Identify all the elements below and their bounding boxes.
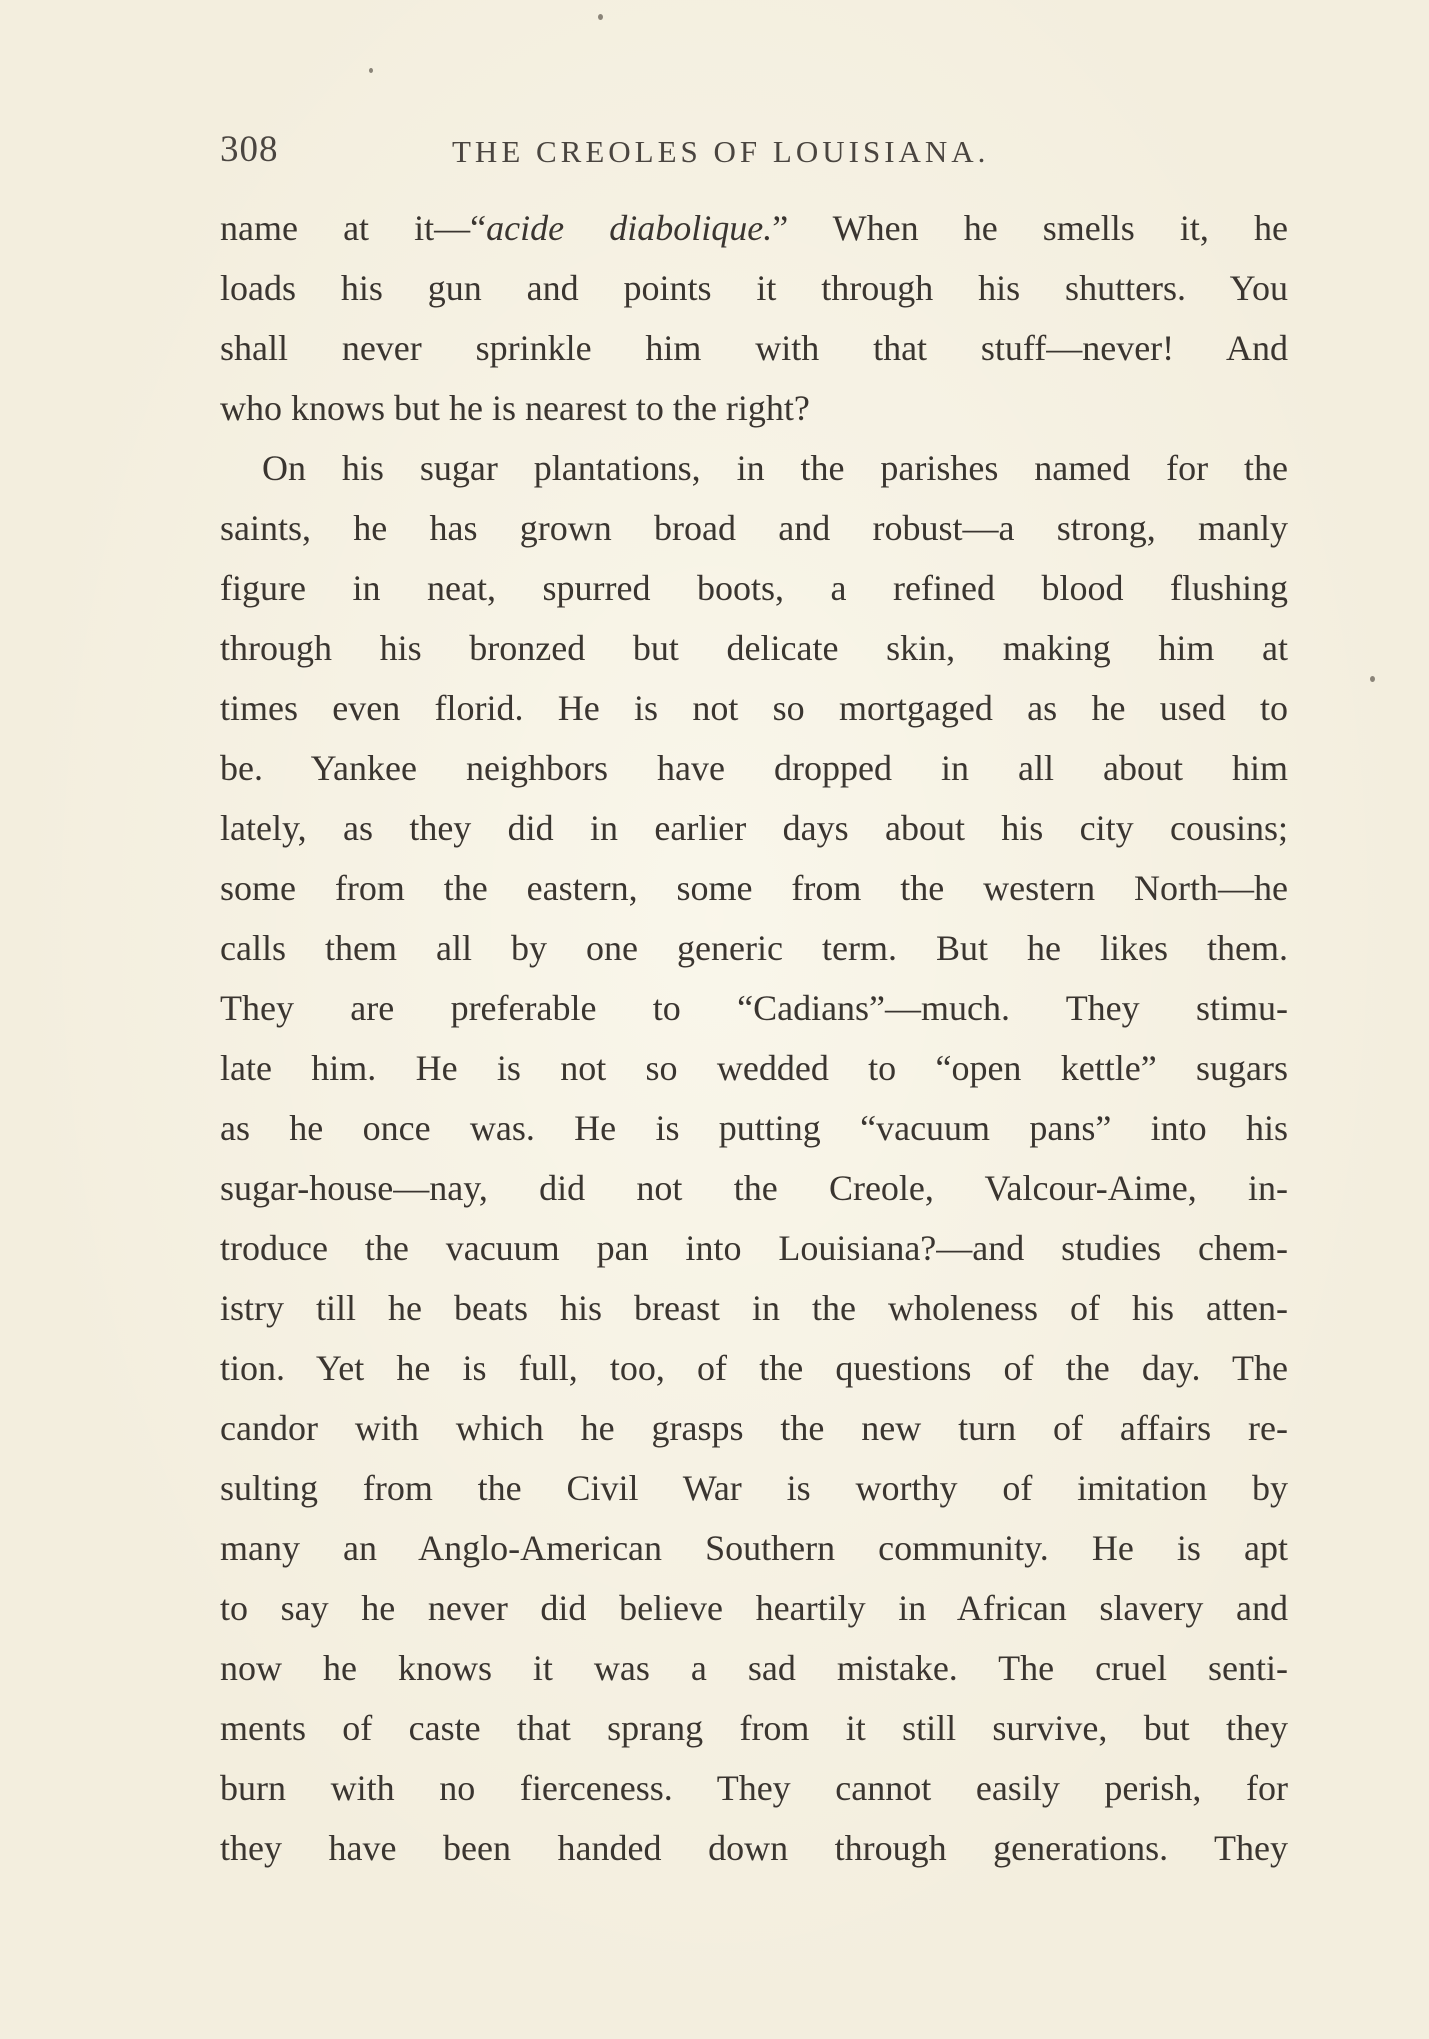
text-line: as he once was. He is putting “vacuum pans” into his <box>220 1108 1288 1148</box>
text-line: burn with no fierceness. They cannot easily perish, for <box>220 1768 1288 1808</box>
text-line: figure in neat, spurred boots, a refined blood flushing <box>220 568 1288 608</box>
text-line: istry till he beats his breast in the wholeness of his atten- <box>220 1288 1288 1328</box>
text-line: through his bronzed but delicate skin, making him at <box>220 628 1288 668</box>
text-line: times even florid. He is not so mortgaged as he used to <box>220 688 1288 728</box>
page-speck <box>598 14 603 20</box>
text-line: many an Anglo-American Southern community. He is apt <box>220 1528 1288 1568</box>
text-line: tion. Yet he is full, too, of the questions of the day. The <box>220 1348 1288 1388</box>
text-line: they have been handed down through generations. They <box>220 1828 1288 1868</box>
text-line: candor with which he grasps the new turn of affairs re- <box>220 1408 1288 1448</box>
page-number: 308 <box>220 129 279 170</box>
body-text <box>220 198 1288 1878</box>
text-line: sulting from the Civil War is worthy of imitation by <box>220 1468 1288 1508</box>
text-line: On his sugar plantations, in the parishes named for the <box>262 448 1288 488</box>
text-line: sugar-house—nay, did not the Creole, Valcour-Aime, in- <box>220 1168 1288 1208</box>
text-line: shall never sprinkle him with that stuff—never! And <box>220 328 1288 368</box>
text-line: to say he never did believe heartily in African slavery and <box>220 1588 1288 1628</box>
page-speck <box>369 68 373 73</box>
text-line: now he knows it was a sad mistake. The cruel senti- <box>220 1648 1288 1688</box>
text-line: name at it—“acide diabolique.” When he smells it, he <box>220 208 1288 248</box>
page-speck <box>1370 676 1375 682</box>
text-line: be. Yankee neighbors have dropped in all about him <box>220 748 1288 788</box>
text-line: who knows but he is nearest to the right? <box>220 388 810 428</box>
text-line: ments of caste that sprang from it still survive, but they <box>220 1708 1288 1748</box>
running-header <box>220 128 1288 178</box>
running-title: THE CREOLES OF LOUISIANA. <box>452 134 990 169</box>
text-line: late him. He is not so wedded to “open kettle” sugars <box>220 1048 1288 1088</box>
text-line: loads his gun and points it through his shutters. You <box>220 268 1288 308</box>
text-line: saints, he has grown broad and robust—a strong, manly <box>220 508 1288 548</box>
text-line: They are preferable to “Cadians”—much. They stimu- <box>220 988 1288 1028</box>
text-line: troduce the vacuum pan into Louisiana?—and studies chem- <box>220 1228 1288 1268</box>
text-line: some from the eastern, some from the western North—he <box>220 868 1288 908</box>
text-line: lately, as they did in earlier days about his city cousins; <box>220 808 1288 848</box>
text-line: calls them all by one generic term. But he likes them. <box>220 928 1288 968</box>
